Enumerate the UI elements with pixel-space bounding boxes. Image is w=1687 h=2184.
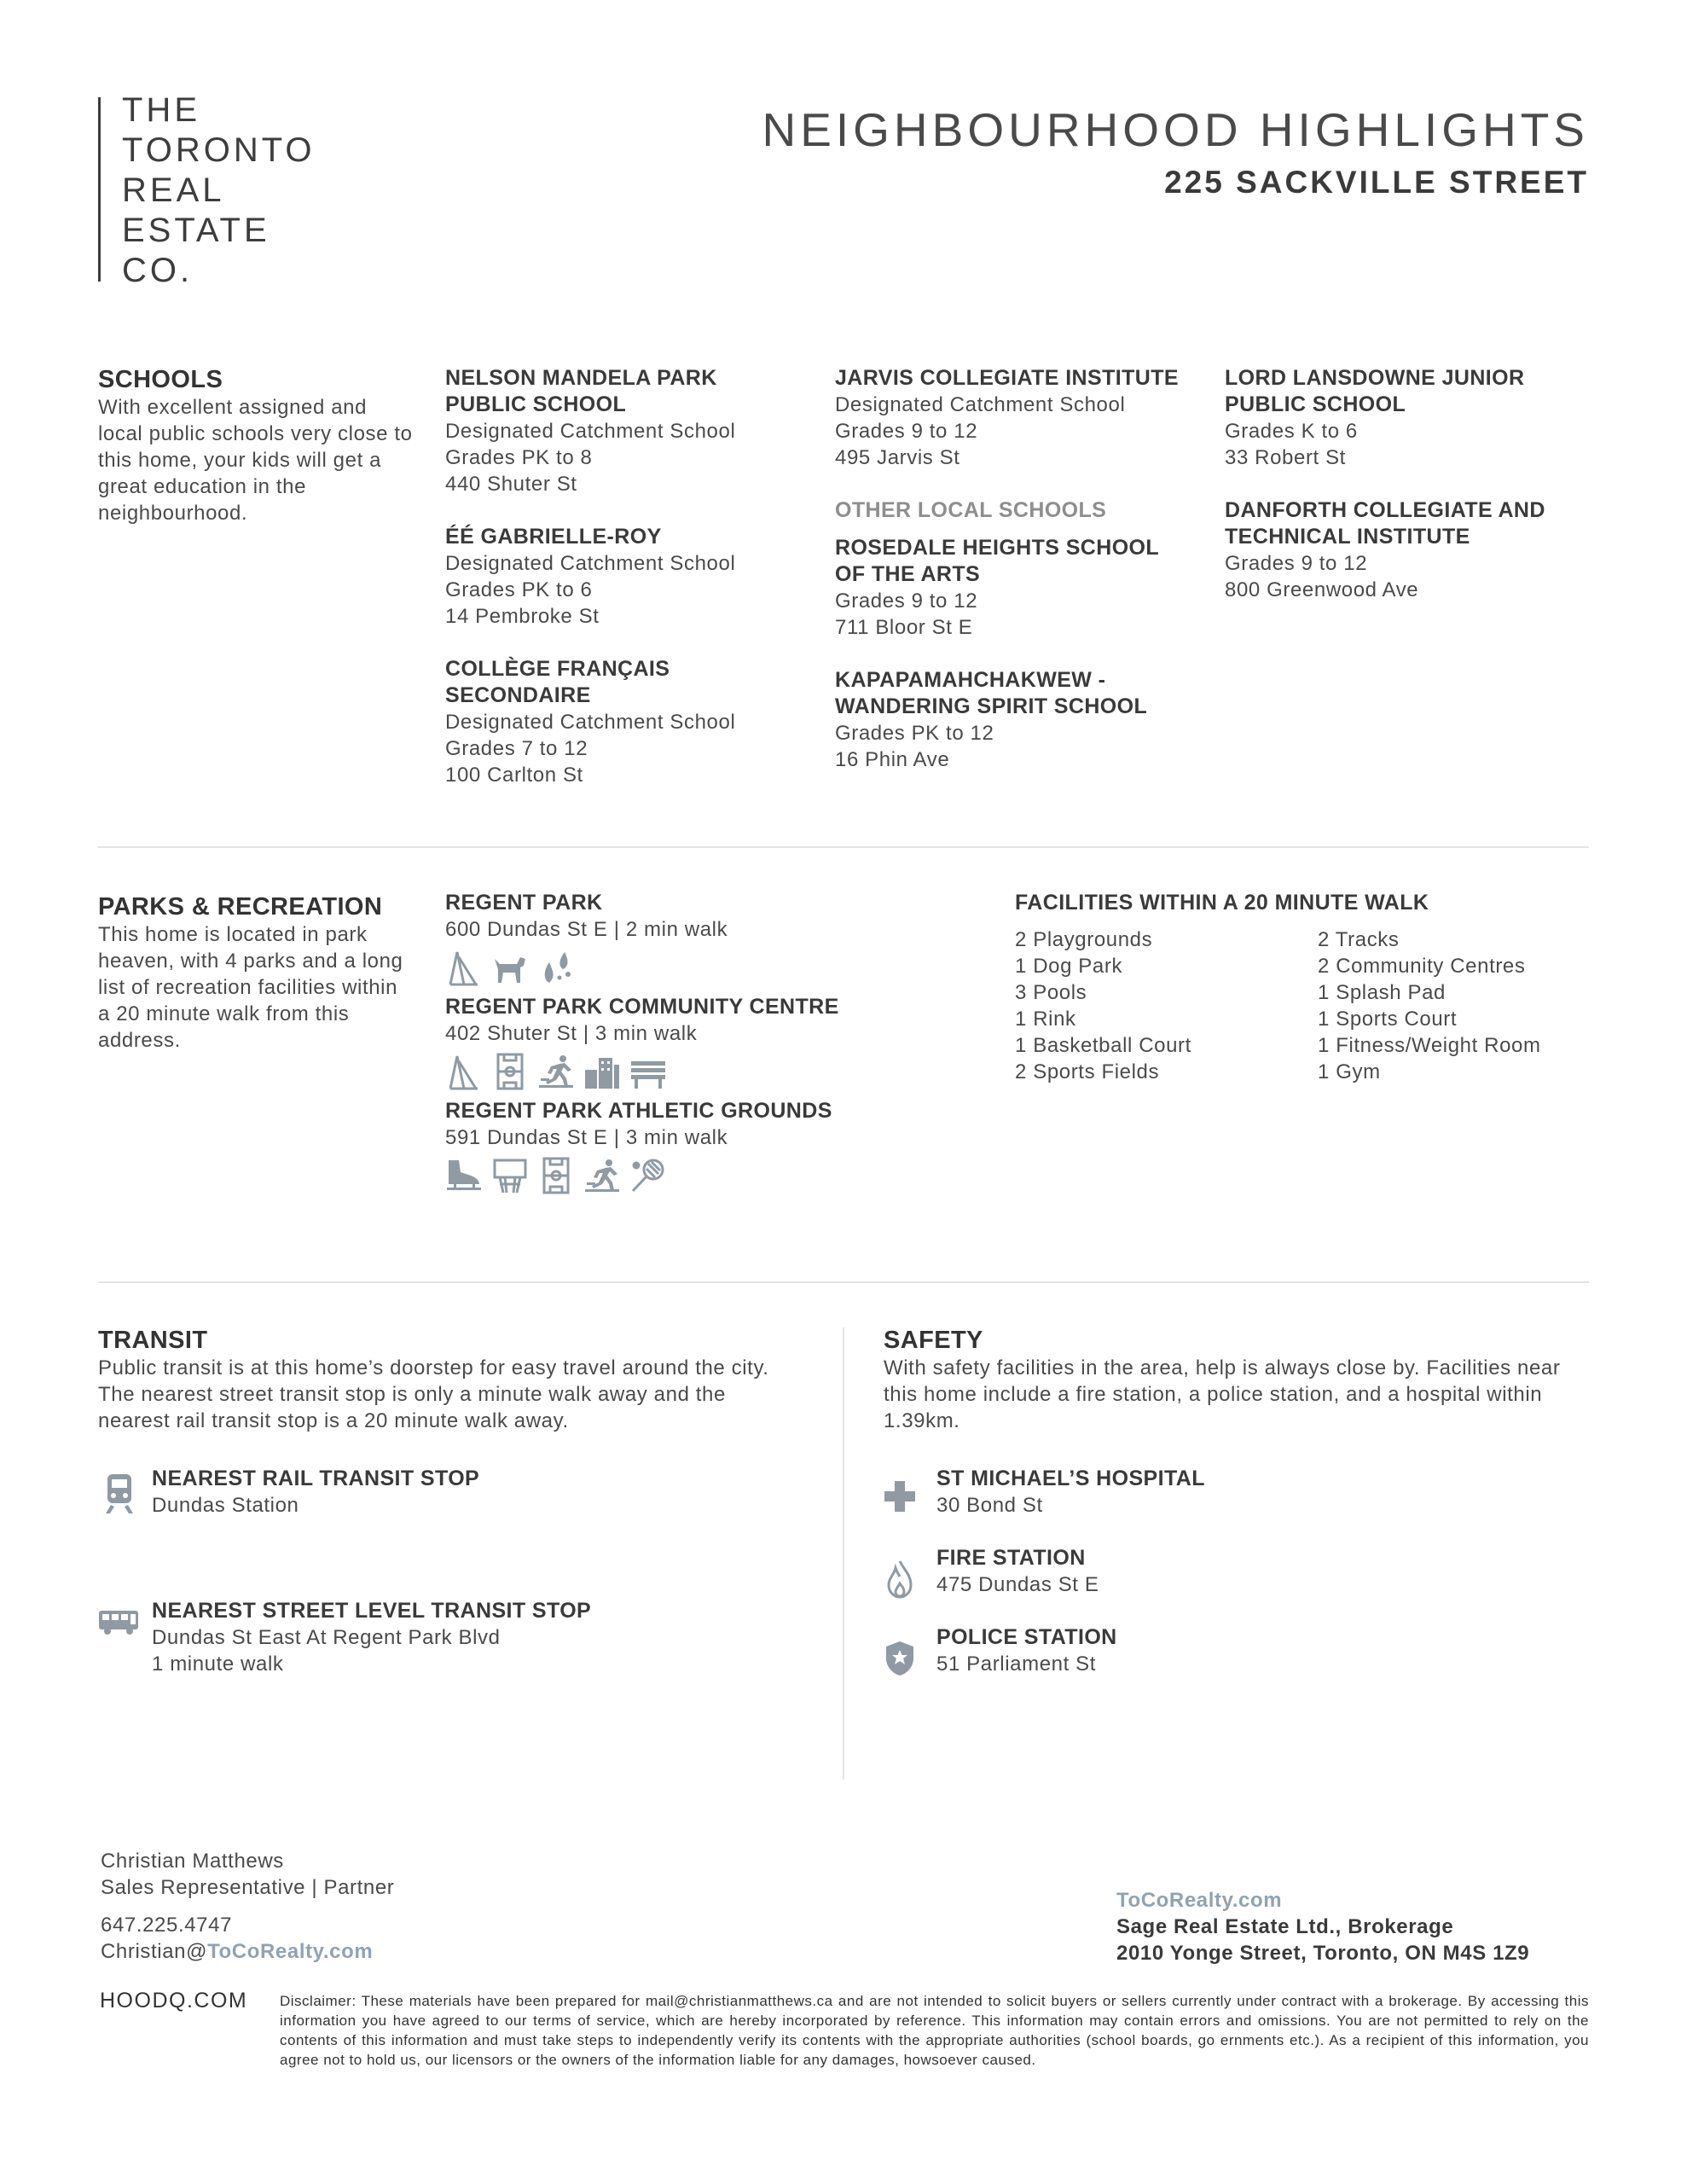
school-name: COLLÈGE FRANÇAIS SECONDAIRE [445,657,670,707]
facility-item: 1 Rink [1015,1008,1076,1031]
park-address: 600 Dundas St E | 2 min walk [445,918,728,941]
parks-intro [98,892,414,1054]
school-detail: Grades 7 to 12 [445,737,588,760]
agent-email[interactable] [101,1938,394,1965]
school-detail: Grades 9 to 12 [835,590,978,613]
facility-item: 3 Pools [1015,981,1087,1004]
school-detail: Grades 9 to 12 [1225,552,1368,575]
basketball-icon [491,1157,529,1194]
rail-stop-value: Dundas Station [152,1494,299,1517]
logo-line: TORONTO [122,131,316,169]
schools-column-1 [445,365,803,815]
safety-item-label: ST MICHAEL’S HOSPITAL [936,1467,1205,1490]
schools-description: With excellent assigned and local public schools very close to this home, your kids will get a great education in the neighbourhood. [98,396,413,525]
rail-stop [152,1466,479,1519]
parks-list [445,890,991,1202]
park-item [445,1098,991,1195]
school-name: JARVIS COLLEGIATE INSTITUTE [835,366,1179,390]
facility-item: 1 Dog Park [1015,955,1123,978]
train-icon [102,1472,136,1515]
school-item [835,535,1176,641]
park-icons [445,1156,991,1195]
schools-column-3 [1225,365,1583,630]
park-icons [445,948,991,987]
facility-item: 2 Sports Fields [1015,1060,1160,1083]
police-shield-icon [884,1640,915,1677]
street-stop-value: Dundas St East At Regent Park Blvd [152,1626,501,1649]
facility-item: 2 Community Centres [1318,955,1526,978]
bench-icon [629,1053,667,1090]
school-detail: Grades PK to 6 [445,578,593,601]
facility-item: 1 Sports Court [1318,1008,1458,1031]
sports-field-icon [537,1157,575,1194]
property-address: 225 SACKVILLE STREET [1164,165,1589,200]
hospital-cross-icon [884,1481,915,1512]
school-detail: 440 Shuter St [445,473,577,496]
school-name: ÉÉ GABRIELLE-ROY [445,525,662,549]
school-detail: 14 Pembroke St [445,605,600,628]
school-name: NELSON MANDELA PARK PUBLIC SCHOOL [445,366,717,416]
school-detail: Designated Catchment School [835,393,1126,416]
playground-icon [445,1053,483,1090]
agent-phone[interactable]: 647.225.4747 [101,1914,233,1937]
facility-item: 2 Playgrounds [1015,928,1153,951]
school-item [835,365,1202,471]
school-detail: 495 Jarvis St [835,446,960,469]
schools-column-2 [835,365,1202,799]
school-detail: Grades K to 6 [1225,420,1358,443]
transit-intro [98,1326,797,1434]
skate-icon [445,1157,483,1194]
playground-icon [445,949,483,986]
website-link[interactable]: ToCoRealty.com [1116,1889,1283,1912]
safety-item-value: 30 Bond St [936,1494,1043,1517]
school-detail: Designated Catchment School [445,711,736,734]
bus-icon [97,1609,140,1636]
facility-item: 1 Basketball Court [1015,1034,1191,1057]
splash-pad-icon [537,949,575,986]
dog-park-icon [491,949,529,986]
rail-stop-label: NEAREST RAIL TRANSIT STOP [152,1467,480,1490]
agent-email-user: Christian@ [101,1940,208,1963]
track-icon [583,1157,621,1194]
street-stop-walk: 1 minute walk [152,1653,284,1676]
school-item [1225,497,1574,603]
safety-item-fire [936,1545,1099,1598]
facilities-grid [1015,926,1595,1085]
schools-intro [98,365,414,526]
school-detail: 33 Robert St [1225,446,1346,469]
park-address: 591 Dundas St E | 3 min walk [445,1126,728,1149]
safety-item-label: POLICE STATION [936,1625,1117,1649]
logo-line: ESTATE [122,212,270,249]
sports-field-icon [491,1053,529,1090]
facility-item: 1 Gym [1318,1060,1381,1083]
school-detail: 711 Bloor St E [835,616,973,639]
facilities-left-column [1015,926,1318,1085]
brokerage-name: Sage Real Estate Ltd., Brokerage [1116,1915,1454,1938]
agent-email-domain: ToCoRealty.com [207,1940,374,1963]
safety-item-label: FIRE STATION [936,1546,1086,1570]
school-item [445,656,736,788]
school-detail: Grades PK to 12 [835,722,994,745]
school-item [445,365,803,497]
school-item [1225,365,1566,471]
safety-item-value: 475 Dundas St E [936,1573,1099,1596]
parks-description: This home is located in park heaven, with 4 parks and a long list of recreation facilities within a 20 minute walk from this address. [98,923,403,1052]
vertical-divider [843,1327,844,1780]
other-schools-label: OTHER LOCAL SCHOOLS [835,498,1107,522]
safety-intro [884,1326,1591,1434]
logo-bar [98,97,101,282]
school-detail: Grades 9 to 12 [835,420,978,443]
tennis-icon [629,1157,667,1194]
logo [122,90,316,291]
logo-line: REAL [122,171,225,209]
school-item [835,667,1176,773]
street-stop [152,1598,591,1677]
brokerage-address: 2010 Yonge Street, Toronto, ON M4S 1Z9 [1116,1942,1530,1965]
safety-item-value: 51 Parliament St [936,1653,1097,1676]
school-detail: 100 Carlton St [445,764,583,787]
facilities-right-column [1318,926,1599,1085]
agent-role: Sales Representative | Partner [101,1876,395,1899]
divider [98,846,1589,848]
safety-description: With safety facilities in the area, help is always close by. Facilities near this home include a fire station, a police station, and a hospital within 1.39km. [884,1356,1561,1432]
street-stop-label: NEAREST STREET LEVEL TRANSIT STOP [152,1599,592,1623]
park-item [445,994,991,1091]
park-name: REGENT PARK COMMUNITY CENTRE [445,995,839,1019]
logo-line: THE [122,91,200,129]
agent-name: Christian Matthews [101,1850,284,1873]
school-name: LORD LANSDOWNE JUNIOR PUBLIC SCHOOL [1225,366,1525,416]
safety-title: SAFETY [884,1327,983,1354]
facility-item: 1 Fitness/Weight Room [1318,1034,1541,1057]
park-name: REGENT PARK ATHLETIC GROUNDS [445,1099,832,1123]
divider [98,1281,1589,1283]
school-detail: 800 Greenwood Ave [1225,578,1419,601]
facility-item: 2 Tracks [1318,928,1400,951]
facilities-title: FACILITIES WITHIN A 20 MINUTE WALK [1015,891,1429,915]
school-item [445,524,803,630]
transit-title: TRANSIT [98,1327,208,1354]
school-name: KAPAPAMAHCHAKWEW - WANDERING SPIRIT SCHOOL [835,668,1148,718]
park-address: 402 Shuter St | 3 min walk [445,1022,698,1045]
flame-icon [887,1560,913,1599]
logo-line: CO. [122,252,194,289]
hoodq-link[interactable]: HOODQ.COM [100,1989,248,2013]
park-icons [445,1052,991,1091]
school-name: ROSEDALE HEIGHTS SCHOOL OF THE ARTS [835,536,1159,586]
brokerage-info [1116,1887,1529,1966]
facilities [1015,890,1595,1085]
school-detail: Designated Catchment School [445,552,736,575]
track-icon [537,1053,575,1090]
transit-description: Public transit is at this home’s doorstep for easy travel around the city. The nearest street transit stop is only a minute walk away and the nearest rail transit stop is a 20 minute walk away. [98,1356,769,1432]
school-detail: 16 Phin Ave [835,748,950,771]
community-centre-icon [583,1053,621,1090]
school-name: DANFORTH COLLEGIATE AND TECHNICAL INSTITUTE [1225,498,1545,549]
park-item [445,890,991,987]
safety-item-hospital [936,1466,1205,1519]
school-detail: Grades PK to 8 [445,446,593,469]
disclaimer: Disclaimer: These materials have been prepared for mail@christianmatthews.ca and are not intended to solicit buyers or sellers currently under contract with a brokerage. By accessing this information you have agreed to our terms of service, which are hereby incorporated by reference. This information may contain errors and omissions. You are not permitted to rely on the contents of this information and must take steps to independently verify its contents with the appropriate authorities (school boards, go ernments etc.). As a recipient of this information, you agree not to hold us, our licensors or the owners of the information liable for any damages, howsoever caused. [280,1993,1589,2068]
facility-item: 1 Splash Pad [1318,981,1446,1004]
park-name: REGENT PARK [445,891,603,915]
page-title: NEIGHBOURHOOD HIGHLIGHTS [762,103,1589,156]
parks-title: PARKS & RECREATION [98,893,383,921]
schools-title: SCHOOLS [98,366,223,393]
agent-info [101,1848,394,1965]
school-detail: Designated Catchment School [445,420,736,443]
safety-item-police [936,1624,1117,1677]
